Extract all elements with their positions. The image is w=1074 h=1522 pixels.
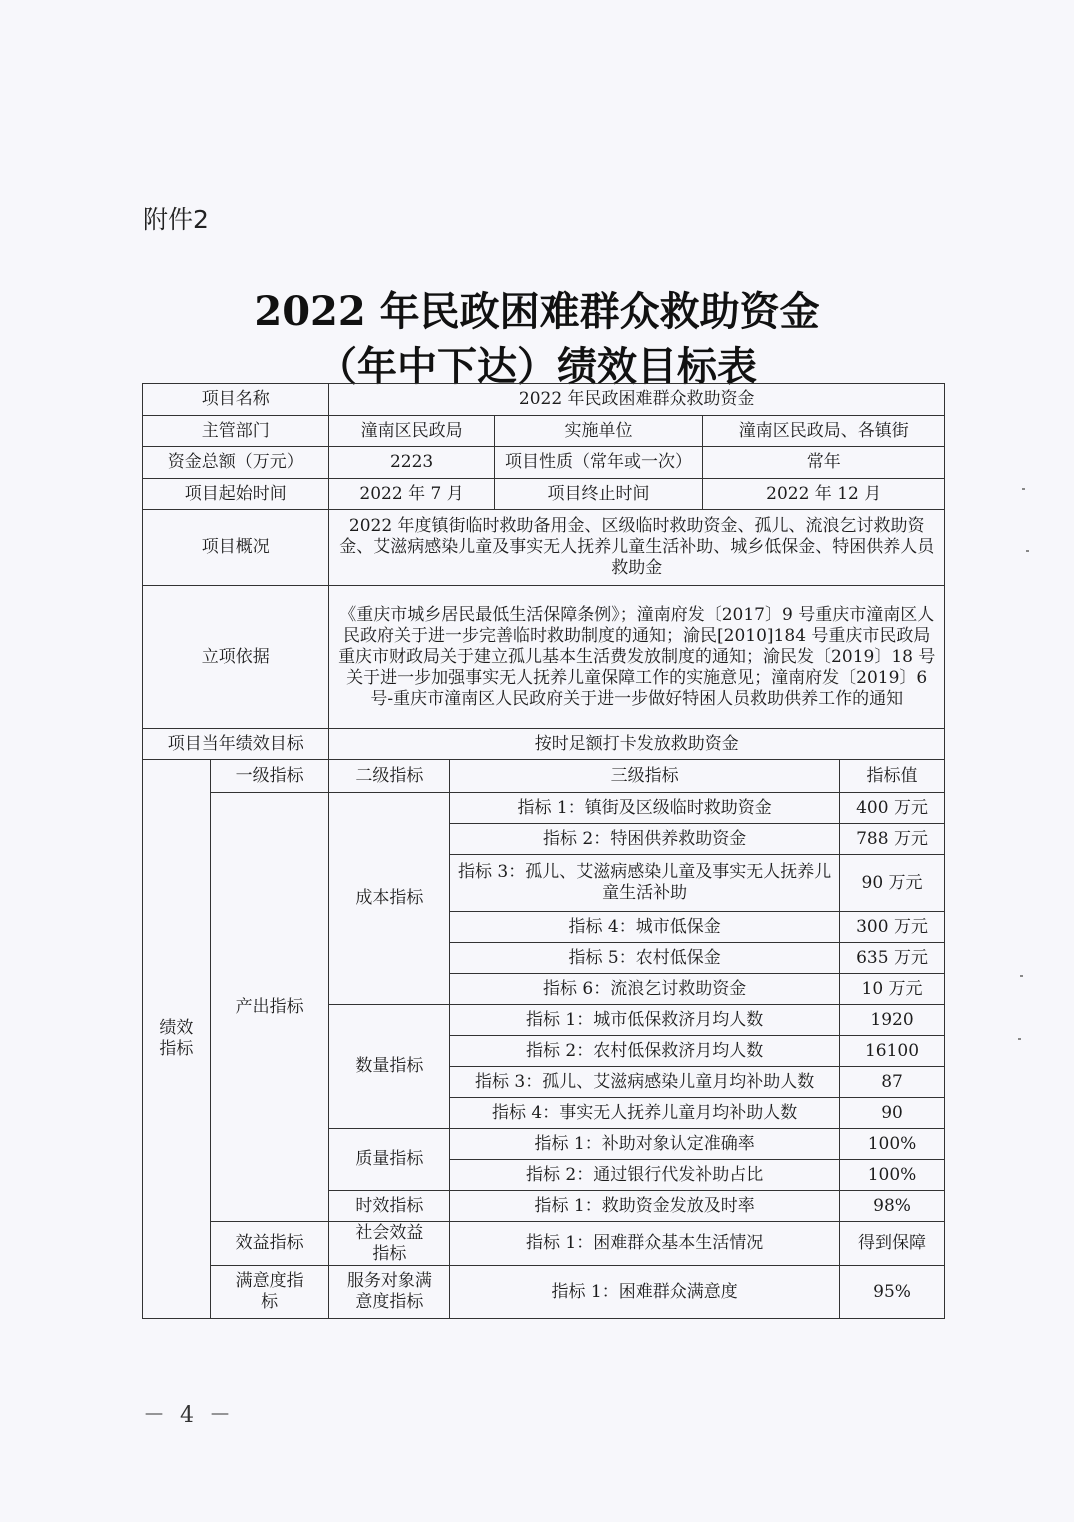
goal-value: 按时足额打卡发放救助资金 [329, 729, 945, 760]
goal-label: 项目当年绩效目标 [143, 729, 329, 760]
basis-value: 《重庆市城乡居民最低生活保障条例》；潼南府发〔2017〕9 号重庆市潼南区人民政府关于进一步完善临时救助制度的通知；渝民[2010]184 号重庆市民政局重庆市财政局关于建立孤儿基本生活费发放制度的通知；渝民发〔2019〕18 号关于进一步加强事实无人抚养儿童保障工作的实施意见；潼南府发〔2019〕6 号-重庆市潼南区人民政府关于进一步做好特困人员救助供养工作的通知 [329, 586, 945, 729]
header-value: 指标值 [840, 760, 945, 793]
quantity-value-4: 90 [840, 1098, 945, 1129]
row-dates [143, 479, 945, 510]
project-name-value: 2022 年民政困难群众救助资金 [329, 384, 945, 416]
row-funds [143, 447, 945, 479]
page-title-line1: 2022 年民政困难群众救助资金 [254, 288, 820, 335]
overview-value: 2022 年度镇街临时救助备用金、区级临时救助资金、孤儿、流浪乞讨救助资金、艾滋病感染儿童及事实无人抚养儿童生活补助、城乡低保金、特困供养人员救助金 [329, 510, 945, 586]
scan-speck [1026, 550, 1029, 552]
nature-value: 常年 [703, 447, 945, 479]
quality-value-2: 100% [840, 1160, 945, 1191]
quality-indicator-1: 指标 1：补助对象认定准确率 [450, 1129, 840, 1160]
start-label: 项目起始时间 [143, 479, 329, 510]
funds-label: 资金总额（万元） [143, 447, 329, 479]
section-performance-label [143, 760, 211, 1319]
row-department [143, 416, 945, 447]
end-label: 项目终止时间 [494, 479, 703, 510]
performance-target-table [142, 383, 945, 1319]
quantity-value-3: 87 [840, 1067, 945, 1098]
quantity-indicator-2: 指标 2：农村低保救济月均人数 [450, 1036, 840, 1067]
row-basis [143, 586, 945, 729]
service-indicator-1: 指标 1：困难群众满意度 [450, 1266, 840, 1319]
end-value: 2022 年 12 月 [703, 479, 945, 510]
cost-indicator-1: 指标 1：镇街及区级临时救助资金 [450, 793, 840, 824]
project-name-label: 项目名称 [143, 384, 329, 416]
cost-value-6: 10 万元 [840, 974, 945, 1005]
benefit-indicator-label: 效益指标 [210, 1222, 329, 1266]
cost-indicator-4: 指标 4：城市低保金 [450, 912, 840, 943]
service-satisfaction-label: 服务对象满意度指标 [329, 1266, 450, 1319]
basis-label: 立项依据 [143, 586, 329, 729]
cost-value-4: 300 万元 [840, 912, 945, 943]
satisfaction-indicator-label: 满意度指标 [210, 1266, 329, 1319]
cost-indicator-5: 指标 5：农村低保金 [450, 943, 840, 974]
page-title-line2: （年中下达）绩效目标表 [317, 343, 757, 390]
quality-indicator-2: 指标 2：通过银行代发补助占比 [450, 1160, 840, 1191]
table-row [143, 1222, 945, 1266]
row-overview [143, 510, 945, 586]
table-row [143, 793, 945, 824]
header-level1: 一级指标 [210, 760, 329, 793]
scan-speck [1018, 1038, 1021, 1040]
nature-label: 项目性质（常年或一次） [494, 447, 703, 479]
quality-indicator-label: 质量指标 [329, 1129, 450, 1191]
cost-value-5: 635 万元 [840, 943, 945, 974]
timeliness-indicator-1: 指标 1：救助资金发放及时率 [450, 1191, 840, 1222]
quantity-value-1: 1920 [840, 1005, 945, 1036]
service-value-1: 95% [840, 1266, 945, 1319]
table-row [143, 1266, 945, 1319]
quantity-indicator-1: 指标 1：城市低保救济月均人数 [450, 1005, 840, 1036]
cost-value-1: 400 万元 [840, 793, 945, 824]
section-performance-text: 绩效指标 [159, 1018, 194, 1059]
output-indicator-label: 产出指标 [210, 793, 329, 1222]
scan-speck [1020, 975, 1023, 977]
cost-value-3: 90 万元 [840, 855, 945, 912]
row-project-name [143, 384, 945, 416]
social-benefit-label: 社会效益指标 [329, 1222, 450, 1266]
dept-label: 主管部门 [143, 416, 329, 447]
social-value-1: 得到保障 [840, 1222, 945, 1266]
funds-value: 2223 [329, 447, 494, 479]
impl-value: 潼南区民政局、各镇街 [703, 416, 945, 447]
page-number: － 4 － [143, 1403, 235, 1428]
overview-label: 项目概况 [143, 510, 329, 586]
row-indicator-header [143, 760, 945, 793]
start-value: 2022 年 7 月 [329, 479, 494, 510]
social-indicator-1: 指标 1：困难群众基本生活情况 [450, 1222, 840, 1266]
cost-indicator-2: 指标 2：特困供养救助资金 [450, 824, 840, 855]
header-level2: 二级指标 [329, 760, 450, 793]
row-annual-goal [143, 729, 945, 760]
quantity-indicator-3: 指标 3：孤儿、艾滋病感染儿童月均补助人数 [450, 1067, 840, 1098]
timeliness-value-1: 98% [840, 1191, 945, 1222]
cost-indicator-label: 成本指标 [329, 793, 450, 1005]
quantity-indicator-label: 数量指标 [329, 1005, 450, 1129]
cost-indicator-3: 指标 3：孤儿、艾滋病感染儿童及事实无人抚养儿童生活补助 [450, 855, 840, 912]
cost-indicator-6: 指标 6：流浪乞讨救助资金 [450, 974, 840, 1005]
attachment-label: 附件2 [143, 205, 209, 234]
cost-value-2: 788 万元 [840, 824, 945, 855]
scan-speck [1022, 488, 1025, 490]
quality-value-1: 100% [840, 1129, 945, 1160]
timeliness-indicator-label: 时效指标 [329, 1191, 450, 1222]
quantity-indicator-4: 指标 4：事实无人抚养儿童月均补助人数 [450, 1098, 840, 1129]
header-level3: 三级指标 [450, 760, 840, 793]
quantity-value-2: 16100 [840, 1036, 945, 1067]
impl-label: 实施单位 [494, 416, 703, 447]
dept-value: 潼南区民政局 [329, 416, 494, 447]
